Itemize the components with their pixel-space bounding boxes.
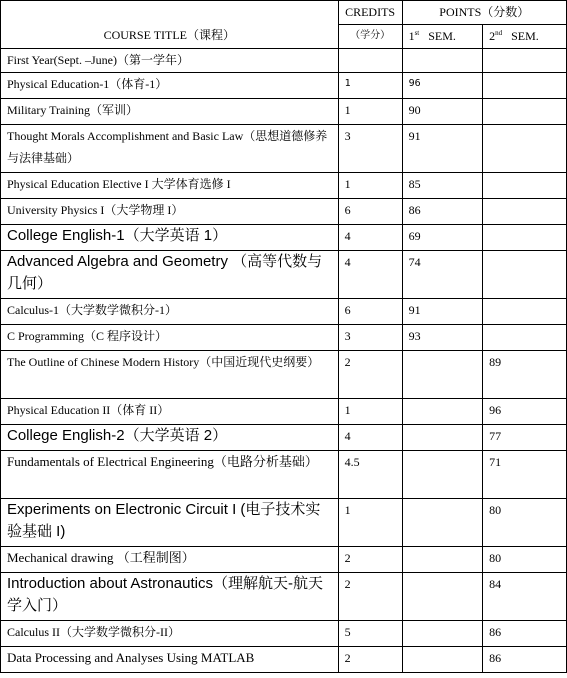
header-semester-1 [402, 25, 483, 49]
credits-cell: 4.5 [338, 451, 402, 499]
table-row [1, 399, 567, 425]
course-title-cell: Physical Education II（体育 II） [1, 399, 339, 425]
course-title-cell: University Physics I（大学物理 I） [1, 199, 339, 225]
sem2-points-cell [483, 251, 567, 299]
course-title-cell: C Programming（C 程序设计） [1, 325, 339, 351]
course-title-cell: Experiments on Electronic Circuit I (电子技术实验基础 I) [1, 499, 339, 547]
sem1-points-cell: 90 [402, 99, 483, 125]
sem1-points-cell [402, 647, 483, 673]
credits-cell: 6 [338, 199, 402, 225]
sem2-points-cell [483, 49, 567, 73]
sem1-points-cell [402, 351, 483, 399]
course-title-cell: College English-2（大学英语 2） [1, 425, 339, 451]
table-row [1, 99, 567, 125]
table-row [1, 425, 567, 451]
course-title-cell: Military Training（军训） [1, 99, 339, 125]
credits-cell: 1 [338, 73, 402, 99]
header-course-title: COURSE TITLE（课程） [1, 1, 339, 49]
table-row [1, 451, 567, 499]
credits-cell: 5 [338, 621, 402, 647]
header-row-1 [1, 1, 567, 25]
sem2-points-cell [483, 199, 567, 225]
header-semester-2 [483, 25, 567, 49]
header-credits-unit: （学分） [338, 25, 402, 49]
course-title-cell: Mechanical drawing （工程制图） [1, 547, 339, 573]
sem2-points-cell: 71 [483, 451, 567, 499]
sem2-points-cell: 86 [483, 621, 567, 647]
sem2-points-cell: 80 [483, 499, 567, 547]
sem1-points-cell [402, 621, 483, 647]
sem2-points-cell: 80 [483, 547, 567, 573]
sem1-points-cell: 86 [402, 199, 483, 225]
credits-cell: 6 [338, 299, 402, 325]
sem1-points-cell [402, 499, 483, 547]
credits-cell: 1 [338, 399, 402, 425]
header-points: POINTS（分数） [402, 1, 566, 25]
sem2-points-cell: 84 [483, 573, 567, 621]
course-title-cell [1, 73, 339, 99]
sem1-points-cell: 91 [402, 299, 483, 325]
table-row [1, 49, 567, 73]
credits-cell: 1 [338, 499, 402, 547]
sem2-points-cell: 86 [483, 647, 567, 673]
course-title-cell: Physical Education Elective I 大学体育选修 I [1, 173, 339, 199]
credits-cell: 3 [338, 125, 402, 173]
table-row [1, 325, 567, 351]
sem1-points-cell: 96 [402, 73, 483, 99]
credits-cell: 2 [338, 647, 402, 673]
table-row [1, 547, 567, 573]
sem2-points-cell [483, 125, 567, 173]
course-title-cell: Fundamentals of Electrical Engineering（电路分析基础） [1, 451, 339, 499]
credits-cell [338, 49, 402, 73]
course-title-cell: Calculus II（大学数学微积分-II） [1, 621, 339, 647]
sem2-points-cell [483, 325, 567, 351]
sem1-points-cell [402, 451, 483, 499]
sem2-points-cell [483, 225, 567, 251]
sem1-points-cell [402, 425, 483, 451]
sem2-points-cell: 77 [483, 425, 567, 451]
header-credits: CREDITS [338, 1, 402, 25]
sem1-points-cell: 91 [402, 125, 483, 173]
sem2-points-cell [483, 299, 567, 325]
table-row [1, 351, 567, 399]
table-row [1, 173, 567, 199]
semester-1-suffix: st [414, 29, 420, 37]
sem1-points-cell [402, 399, 483, 425]
table-row [1, 73, 567, 99]
sem1-points-cell [402, 573, 483, 621]
sem1-points-cell: 69 [402, 225, 483, 251]
course-title-cell: First Year(Sept. –June)（第一学年） [1, 49, 339, 73]
course-title-cell: Calculus-1（大学数学微积分-1） [1, 299, 339, 325]
credits-cell: 4 [338, 225, 402, 251]
credits-cell: 1 [338, 99, 402, 125]
sem1-points-cell: 93 [402, 325, 483, 351]
course-title-cell: Introduction about Astronautics（理解航天-航天学入门） [1, 573, 339, 621]
credits-cell: 2 [338, 573, 402, 621]
sem2-points-cell: 96 [483, 399, 567, 425]
credits-cell: 2 [338, 547, 402, 573]
course-title-cell: Thought Morals Accomplishment and Basic Law（思想道德修养与法律基础） [1, 125, 339, 173]
semester-2-number: 2 [489, 29, 496, 43]
table-row [1, 125, 567, 173]
course-title-text: Physical Education-1（体育-1） [7, 77, 168, 91]
course-title-cell: Advanced Algebra and Geometry （高等代数与几何） [1, 251, 339, 299]
semester-2-label: SEM. [511, 29, 539, 43]
table-row [1, 299, 567, 325]
semester-1-label: SEM. [428, 29, 456, 43]
sem2-points-cell [483, 73, 567, 99]
credits-cell: 1 [338, 173, 402, 199]
semester-2-suffix: nd [495, 29, 503, 37]
table-row [1, 621, 567, 647]
credits-cell: 4 [338, 251, 402, 299]
credits-cell: 2 [338, 351, 402, 399]
sem1-points-cell [402, 547, 483, 573]
table-row [1, 225, 567, 251]
table-row [1, 251, 567, 299]
credits-cell: 3 [338, 325, 402, 351]
table-row [1, 573, 567, 621]
sem1-points-cell: 85 [402, 173, 483, 199]
sem1-points-cell [402, 49, 483, 73]
course-title-cell: The Outline of Chinese Modern History（中国近现代史纲要） [1, 351, 339, 399]
semester-1-number: 1 [408, 29, 415, 43]
sem2-points-cell [483, 173, 567, 199]
table-row [1, 199, 567, 225]
course-title-cell: Data Processing and Analyses Using MATLAB [1, 647, 339, 673]
table-row [1, 499, 567, 547]
credits-cell: 4 [338, 425, 402, 451]
table-row [1, 647, 567, 673]
sem2-points-cell: 89 [483, 351, 567, 399]
course-title-cell: College English-1（大学英语 1） [1, 225, 339, 251]
sem1-points-cell: 74 [402, 251, 483, 299]
sem2-points-cell [483, 99, 567, 125]
